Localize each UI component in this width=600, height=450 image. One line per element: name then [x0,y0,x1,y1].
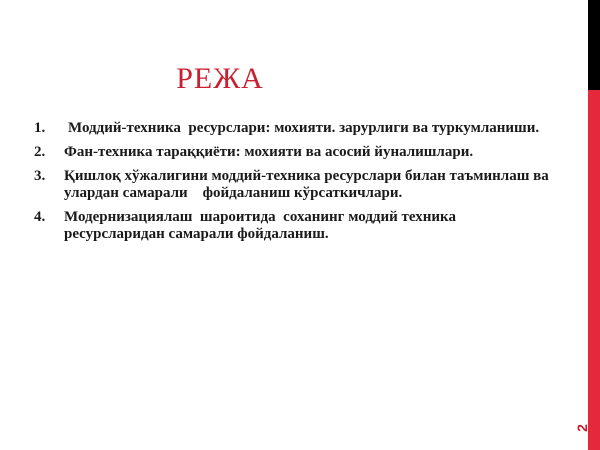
list-item-text: Қишлоқ хўжалигини моддий-техника ресурслари билан таъминлаш ва улардан самарали фойдаланиш кўрсаткичлари. [64,168,553,201]
agenda-list [34,120,554,250]
list-item-text: Фан-техника тараққиёти: мохияти ва асосий йуналишлари. [64,144,474,160]
list-item [34,209,554,243]
page-number: 2 [574,424,591,432]
list-item-number: 1. [34,120,46,136]
list-item [34,144,554,161]
list-item-text: Моддий-техника ресурслари: мохияти. зарурлиги ва туркумланиши. [68,120,540,136]
list-item-number: 4. [34,209,46,225]
list-item-text: Модернизациялаш шароитида соханинг моддий техника ресурсларидан самарали фойдаланиш. [64,209,460,242]
list-item-number: 2. [34,144,46,160]
sidebar-accent-top [588,0,600,90]
slide-title: РЕЖА [176,62,264,95]
sidebar-accent-bottom [588,90,600,450]
list-item [34,120,554,137]
list-item-number: 3. [34,168,46,184]
list-item [34,168,554,202]
